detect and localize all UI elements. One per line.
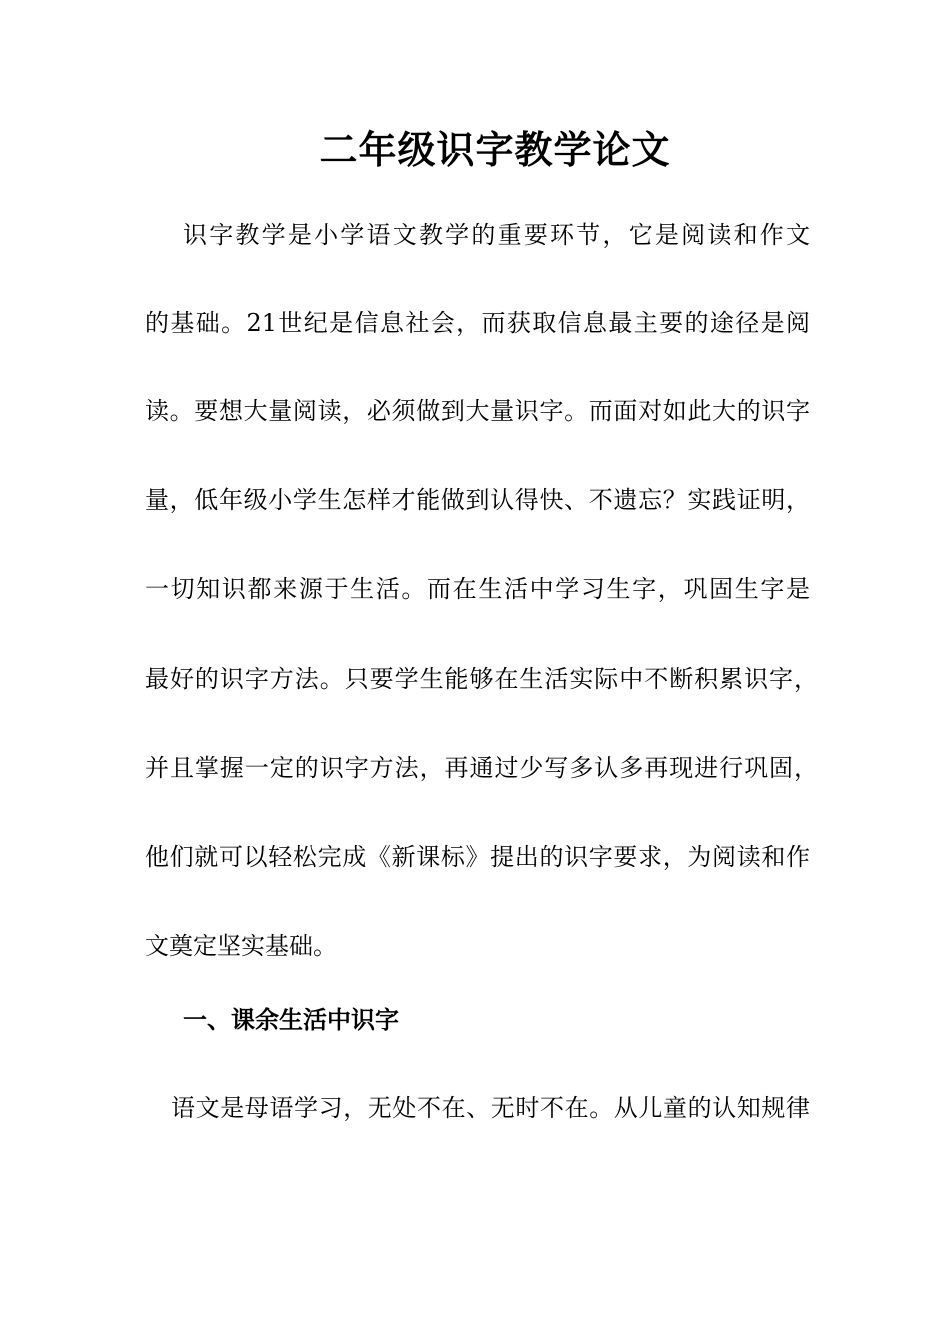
paragraph-line: 语文是母语学习，无处不在、无时不在。从儿童的认知规律	[171, 1094, 810, 1122]
paragraph-line: 读。要想大量阅读，必须做到大量识字。而面对如此大的识字	[145, 397, 810, 425]
paragraph-line: 识字教学是小学语文教学的重要环节，它是阅读和作文	[183, 221, 810, 249]
paragraph-line: 的基础。21世纪是信息社会，而获取信息最主要的途径是阅	[145, 309, 810, 337]
section-heading: 一、课余生活中识字	[183, 1005, 399, 1034]
paragraph-line: 他们就可以轻松完成《新课标》提出的识字要求，为阅读和作	[145, 843, 810, 871]
paragraph-line: 量，低年级小学生怎样才能做到认得快、不遗忘？实践证明，	[145, 486, 810, 514]
paragraph-line: 一切知识都来源于生活。而在生活中学习生字，巩固生字是	[145, 575, 810, 603]
paragraph-line: 文奠定坚实基础。	[145, 932, 337, 960]
document-title: 二年级识字教学论文	[319, 127, 671, 172]
paragraph-line: 并且掌握一定的识字方法，再通过少写多认多再现进行巩固，	[145, 754, 818, 782]
paragraph-line: 最好的识字方法。只要学生能够在生活实际中不断积累识字，	[145, 665, 818, 693]
